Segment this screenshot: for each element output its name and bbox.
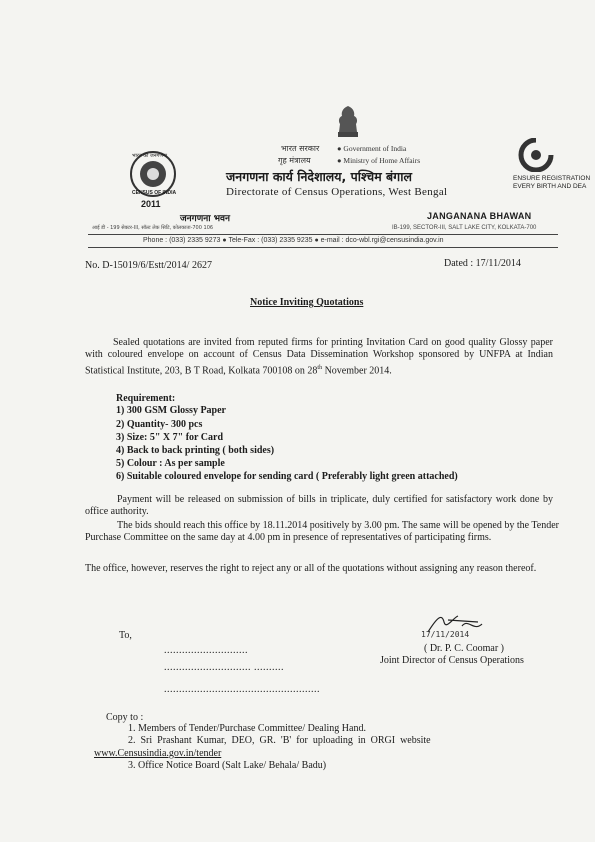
requirement-item: 2) Quantity- 300 pcs <box>116 419 203 430</box>
requirement-item: 1) 300 GSM Glossy Paper <box>116 405 226 416</box>
signatory-name: ( Dr. P. C. Coomar ) <box>424 643 504 654</box>
requirement-heading: Requirement: <box>116 393 176 404</box>
reserve-paragraph: The office, however, reserves the right to reject any or all of the quotations without assigning any reason thereof. <box>85 563 537 574</box>
national-emblem-icon <box>333 104 363 140</box>
census-logo-year: 2011 <box>141 199 161 209</box>
requirement-item: 3) Size: 5" X 7" for Card <box>116 432 224 443</box>
contact-line: Phone : (033) 2335 9273 ● Tele-Fax : (033) 2335 9235 ● e-mail : dco-wbl.rgi@censusindia.gov.in <box>143 237 444 244</box>
requirement-item: 6) Suitable coloured envelope for sending card ( Preferably light green attached) <box>116 471 458 482</box>
ministry-label: ● Ministry of Home Affairs <box>337 156 421 165</box>
signatory-designation: Joint Director of Census Operations <box>380 655 524 666</box>
hindi-directorate-title: जनगणना कार्य निदेशालय, पश्चिम बंगाल <box>226 169 412 184</box>
copy-to-item: 3. Office Notice Board (Salt Lake/ Behala/ Badu) <box>128 760 327 771</box>
bids-paragraph: The bids should reach this office by 18.11.2014 positively by 3.00 pm. The same will be opened by the Tender Purchase Committee on the same day at 4.00 pm in presence of representatives of participating firms. <box>85 520 559 544</box>
copy-to-item: 1. Members of Tender/Purchase Committee/ Dealing Hand. <box>128 723 366 734</box>
bhawan-label: JANGANANA BHAWAN <box>427 211 532 221</box>
hindi-ministry-label: गृह मंत्रालय <box>278 156 311 165</box>
contact-rule <box>88 247 558 248</box>
intro-paragraph: Sealed quotations are invited from reputed firms for printing Invitation Card on good quality Glossy paper with coloured envelope on account of Census Data Dissemination Workshop sponsored by UNFPA at Indian Statistical Institute, 203, B T Road, Kolkata 700108 on 28th November 2014. <box>85 337 553 376</box>
requirement-item: 4) Back to back printing ( both sides) <box>116 445 275 456</box>
to-address-line: ............................ <box>164 645 248 656</box>
to-label: To, <box>119 630 132 641</box>
hindi-address: आई डी - 199 सेक्टर-III, सॉल्ट लेक सिटि, कोलकाता-700 106 <box>92 225 214 231</box>
birth-registration-logo-icon <box>516 138 556 172</box>
govt-india-label: ● Government of India <box>337 144 407 153</box>
signature-date: 17/11/2014 <box>421 630 470 639</box>
copy-to-item: 2. Sri Prashant Kumar, DEO, GR. 'B' for uploading in ORGI website <box>128 735 431 746</box>
requirement-item: 5) Colour : As per sample <box>116 458 225 469</box>
right-logo-text-1: ENSURE REGISTRATION <box>513 175 591 182</box>
census-logo <box>117 150 189 208</box>
copy-to-heading: Copy to : <box>106 712 144 723</box>
census-logo-hindi: भारत की जनगणना <box>132 153 168 159</box>
to-address-line: .................................................... <box>164 684 320 695</box>
hindi-govt-label: भारत सरकार <box>281 144 320 153</box>
to-address-line: ............................. .......... <box>164 662 284 673</box>
header-rule <box>88 234 558 235</box>
census-logo-text: CENSUS OF INDIA <box>132 190 177 196</box>
hindi-bhawan-label: जनगणना भवन <box>180 214 231 224</box>
right-logo-text-2: EVERY BIRTH AND DEA <box>513 183 587 190</box>
notice-title: Notice Inviting Quotations <box>250 297 364 308</box>
document-date: Dated : 17/11/2014 <box>444 258 521 269</box>
tender-website-link[interactable]: www.Censusindia.gov.in/tender <box>94 748 222 759</box>
english-address: IB-199, SECTOR-III, SALT LAKE CITY, KOLKATA-700 <box>392 225 537 231</box>
directorate-title: Directorate of Census Operations, West Bengal <box>226 186 448 198</box>
payment-paragraph: Payment will be released on submission of bills in triplicate, duly certified for satisfactory work done by office authority. <box>85 494 553 518</box>
reference-number: No. D-15019/6/Estt/2014/ 2627 <box>85 260 212 271</box>
